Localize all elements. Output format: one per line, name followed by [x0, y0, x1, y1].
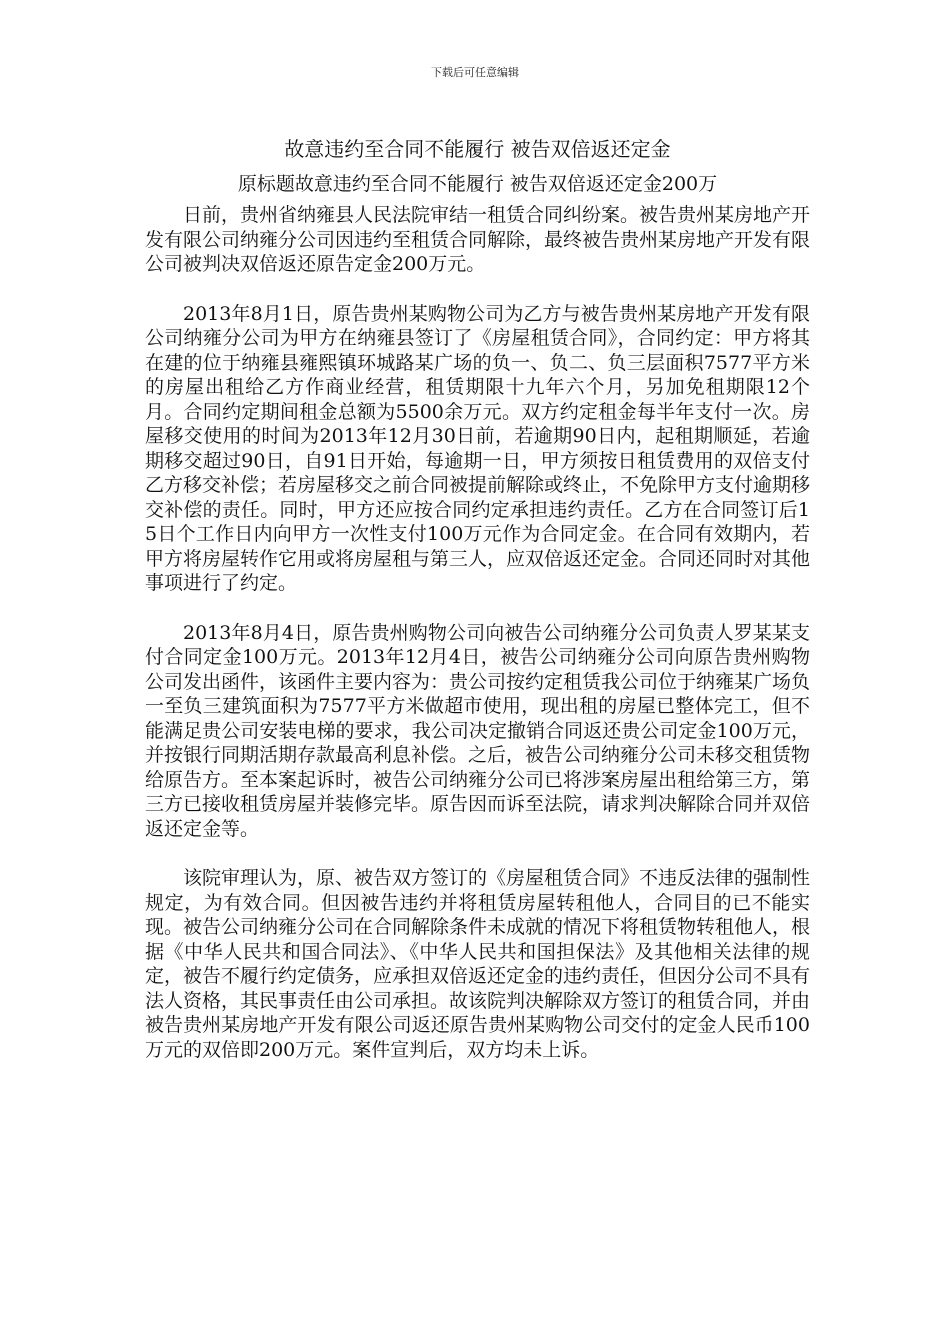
- paragraph-dispute: 2013年8月4日，原告贵州购物公司向被告公司纳雍分公司负责人罗某某支付合同定金100万元。2013年12月4日，被告公司纳雍分公司向原告贵州购物公司发出函件，该函件主要内容为：贵公司按约定租赁我公司位于纳雍某广场负一至负三建筑面积为7577平方米做超市使用，现出租的房屋已整体完工，但不能满足贵公司安装电梯的要求，我公司决定撤销合同返还贵公司定金100万元，并按银行同期活期存款最高利息补偿。之后，被告公司纳雍分公司未移交租赁物给原告方。至本案起诉时，被告公司纳雍分公司已将涉案房屋出租给第三方，第三方已接收租赁房屋并装修完毕。原告因而诉至法院，请求判决解除合同并双倍返还定金等。: [145, 621, 811, 840]
- article-subtitle: 原标题故意违约至合同不能履行 被告双倍返还定金200万: [237, 173, 718, 195]
- header-note: 下载后可任意编辑: [431, 66, 519, 79]
- paragraph-summary: 日前，贵州省纳雍县人民法院审结一租赁合同纠纷案。被告贵州某房地产开发有限公司纳雍分公司因违约至租赁合同解除，最终被告贵州某房地产开发有限公司被判决双倍返还原告定金200万元。: [145, 204, 811, 275]
- article-title: 故意违约至合同不能履行 被告双倍返还定金: [284, 137, 671, 161]
- paragraph-contract: 2013年8月1日，原告贵州某购物公司为乙方与被告贵州某房地产开发有限公司纳雍分公司为甲方在纳雍县签订了《房屋租赁合同》，合同约定：甲方将其在建的位于纳雍县雍熙镇环城路某广场的负一、负二、负三层面积7577平方米的房屋出租给乙方作商业经营，租赁期限十九年六个月，另加免租期限12个月。合同约定期间租金总额为5500余万元。双方约定租金每半年支付一次。房屋移交使用的时间为2013年12月30日前，若逾期90日内，起租期顺延，若逾期移交超过90日，自91日开始，每逾期一日，甲方须按日租赁费用的双倍支付乙方移交补偿；若房屋移交之前合同被提前解除或终止，不免除甲方支付逾期移交补偿的责任。同时，甲方还应按合同约定承担违约责任。乙方在合同签订后15日个工作日内向甲方一次性支付100万元作为合同定金。在合同有效期内，若甲方将房屋转作它用或将房屋租与第三人，应双倍返还定金。合同还同时对其他事项进行了约定。: [145, 302, 811, 594]
- document-body: [145, 134, 810, 1062]
- paragraph-judgment: 该院审理认为，原、被告双方签订的《房屋租赁合同》不违反法律的强制性规定，为有效合同。但因被告违约并将租赁房屋转租他人，合同目的已不能实现。被告公司纳雍分公司在合同解除条件未成就的情况下将租赁物转租他人，根据《中华人民共和国合同法》、《中华人民共和国担保法》及其他相关法律的规定，被告不履行约定债务，应承担双倍返还定金的违约责任，但因分公司不具有法人资格，其民事责任由公司承担。故该院判决解除双方签订的租赁合同，并由被告贵州某房地产开发有限公司返还原告贵州某购物公司交付的定金人民币100万元的双倍即200万元。案件宣判后，双方均未上诉。: [145, 867, 811, 1061]
